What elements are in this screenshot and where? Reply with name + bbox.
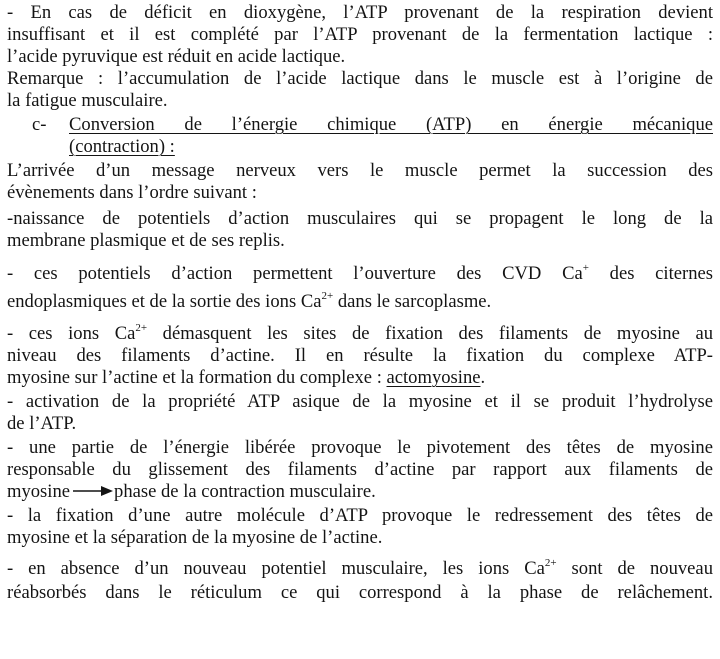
section-title: Conversion de l’énergie chimique (ATP) en énergie mécanique	[69, 114, 713, 135]
text-line: l’acide pyruvique est réduit en acide lactique.	[7, 46, 346, 67]
superscript: 2+	[135, 322, 148, 334]
step-line: - ces ions $Ca^{2+}$ démasquent les sites de fixation des filaments de myosine au	[7, 322, 714, 344]
superscript: 2+	[321, 290, 334, 302]
intro-line: L’arrivée d’un message nerveux vers le muscle permet la succession des	[7, 160, 713, 181]
intro-line: évènements dans l’ordre suivant :	[7, 182, 257, 203]
text-line: insuffisant et il est complété par l’ATP provenant de la fermentation lactique :	[7, 24, 713, 45]
section-heading	[7, 114, 713, 136]
step-line: - une partie de l’énergie libérée provoque le pivotement des têtes de myosine	[7, 437, 713, 458]
section-heading-continued	[7, 136, 713, 158]
step-line: niveau des filaments d’actine. Il en résulte la fixation du complexe ATP-	[7, 345, 713, 366]
step-line: - ces potentiels d’action permettent l’ouverture des CVD Ca+ des citernes	[7, 262, 713, 284]
remark-line: la fatigue musculaire.	[7, 90, 168, 111]
step-line: - activation de la propriété ATP asique de la myosine et il se produit l’hydrolyse	[7, 391, 713, 412]
arrow-icon	[73, 484, 113, 498]
step-line: myosine sur l’actine et la formation du complexe : actomyosine.	[7, 367, 486, 388]
step-line: membrane plasmique et de ses replis.	[7, 230, 285, 251]
step-line: réabsorbés dans le réticulum ce qui correspond à la phase de relâchement.	[7, 582, 713, 603]
section-label: c-	[32, 114, 47, 135]
remark-line: Remarque : l’accumulation de l’acide lactique dans le muscle est à l’origine de	[7, 68, 713, 89]
step-line: -naissance de potentiels d’action musculaires qui se propagent le long de la	[7, 208, 713, 229]
section-title-end: (contraction) :	[69, 136, 175, 157]
step-line: responsable du glissement des filaments d’actine par rapport aux filaments de	[7, 459, 713, 480]
step-line: myosine phase de la contraction musculaire.	[7, 481, 376, 502]
text-line: - En cas de déficit en dioxygène, l’ATP provenant de la respiration devient	[7, 2, 713, 23]
step-line: endoplasmiques et de la sortie des ions $Ca^{2+}$ dans le sarcoplasme.	[7, 290, 492, 312]
step-line: myosine et la séparation de la myosine de l’actine.	[7, 527, 383, 548]
document-page	[7, 0, 713, 659]
superscript: 2+	[544, 557, 557, 569]
step-line: - la fixation d’une autre molécule d’ATP provoque le redressement des têtes de	[7, 505, 713, 526]
actomyosine-term: actomyosine	[386, 367, 481, 388]
superscript: +	[582, 262, 589, 274]
step-line: de l’ATP.	[7, 413, 77, 434]
step-line: - en absence d’un nouveau potentiel musculaire, les ions $Ca^{2+}$ sont de nouveau	[7, 557, 713, 579]
